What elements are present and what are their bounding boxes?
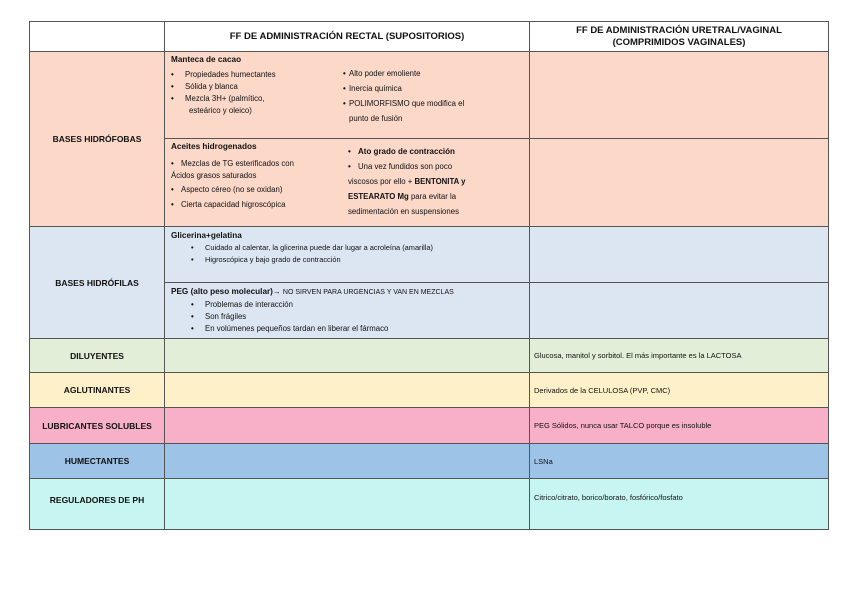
table-row [30,479,829,530]
aglutinantes-rectal-cell [165,373,530,408]
cacao-right-list [343,66,464,126]
list-item: • Inercia química [343,81,464,96]
row-label-humectantes: HUMECTANTES [30,444,165,479]
list-item: • Alto poder emoliente [343,66,464,81]
list-item: • Mezclas de TG esterificados con [171,157,294,170]
lubricantes-rectal-cell [165,408,530,444]
diluyentes-rectal-cell [165,339,530,373]
cacao-left-list [171,69,276,117]
aceites-right-text: para evitar la [410,192,457,201]
row-label-lubricantes: LUBRICANTES SOLUBLES [30,408,165,444]
list-item: • Son frágiles [171,311,529,323]
list-item: • Sólida y blanca [171,81,276,93]
humectantes-value: LSNa [530,444,829,479]
row-label-aglutinantes: AGLUTINANTES [30,373,165,408]
aceites-right-bentonita-line [348,174,466,189]
reguladores-value: Citrico/citrato, borico/borato, fosfórico/fosfato [530,479,829,530]
arrow-icon: → [272,287,281,296]
table-row [30,52,829,139]
list-item: • Propiedades humectantes [171,69,276,81]
bentonita-text: BENTONITA y [414,177,466,186]
list-item: • Una vez fundidos son poco [348,159,466,174]
table-row [30,227,829,283]
aceites-vaginal-cell [530,139,829,227]
header-vaginal-line1: FF DE ADMINISTRACIÓN URETRAL/VAGINAL [576,24,782,36]
glicerina-title: Glicerina+gelatina [171,231,242,240]
aceites-left-list [171,157,294,212]
cacao-cell [165,52,530,139]
cacao-right-continuation: punto de fusión [349,114,403,123]
aceites-left-continuation: Ácidos grasos saturados [171,171,257,180]
row-label-hidrofobas: BASES HIDRÓFOBAS [30,52,165,227]
list-item: • Aspecto céreo (no se oxidan) [171,182,294,197]
list-item: • Cierta capacidad higroscópica [171,197,294,212]
list-item: • En volúmenes pequeños tardan en liberar el fármaco [171,323,529,335]
cacao-vaginal-cell [530,52,829,139]
diluyentes-value: Glucosa, manitol y sorbitol. El más importante es la LACTOSA [530,339,829,373]
row-label-reguladores: REGULADORES DE PH [30,479,165,530]
peg-note: NO SIRVEN PARA URGENCIAS Y VAN EN MEZCLAS [282,289,454,296]
header-rectal-text: FF DE ADMINISTRACIÓN RECTAL (SUPOSITORIOS) [229,30,465,42]
header-row [30,22,829,52]
estearato-text: ESTEARATO Mg [348,192,409,201]
peg-title-line [171,286,529,299]
header-rectal [165,22,530,52]
list-item: • Cuidado al calentar, la glicerina puede dar lugar a acroleína (amarilla) [171,242,529,254]
list-item: • POLIMORFISMO que modifica el [343,96,464,111]
excipients-table [29,21,829,530]
table-row [30,444,829,479]
glicerina-list [171,242,529,266]
table-row [30,373,829,408]
list-item: • Problemas de interacción [171,299,529,311]
reguladores-rectal-cell [165,479,530,530]
row-label-diluyentes: DILUYENTES [30,339,165,373]
aceites-title: Aceites hidrogenados [171,142,257,151]
cacao-left-continuation: esteárico y oleico) [189,106,252,115]
glicerina-cell [165,227,530,283]
table-row [30,408,829,444]
lubricantes-value: PEG Sólidos, nunca usar TALCO porque es insoluble [530,408,829,444]
aceites-right-text: viscosos por ello + [348,177,413,186]
humectantes-rectal-cell [165,444,530,479]
peg-vaginal-cell [530,283,829,339]
aceites-cell [165,139,530,227]
list-item: • Higroscópica y bajo grado de contracción [171,254,529,266]
table-row [30,339,829,373]
glicerina-vaginal-cell [530,227,829,283]
aceites-right-last-line: sedimentación en suspensiones [348,207,459,216]
aglutinantes-value: Derivados de la CELULOSA (PVP, CMC) [530,373,829,408]
header-vaginal-line2: (COMPRIMIDOS VAGINALES) [612,36,746,48]
list-item: • Mezcla 3H+ (palmítico, [171,93,276,105]
list-item: • Ato grado de contracción [348,144,466,159]
header-vaginal [530,22,829,52]
peg-title: PEG (alto peso molecular) [171,287,273,296]
peg-cell [165,283,530,339]
aceites-right-estearato-line [348,189,466,204]
cacao-title: Manteca de cacao [171,55,242,64]
peg-list [171,299,529,335]
row-label-hidrofilas: BASES HIDRÓFILAS [30,227,165,339]
aceites-right-list [348,144,466,219]
header-empty-cell [30,22,165,52]
